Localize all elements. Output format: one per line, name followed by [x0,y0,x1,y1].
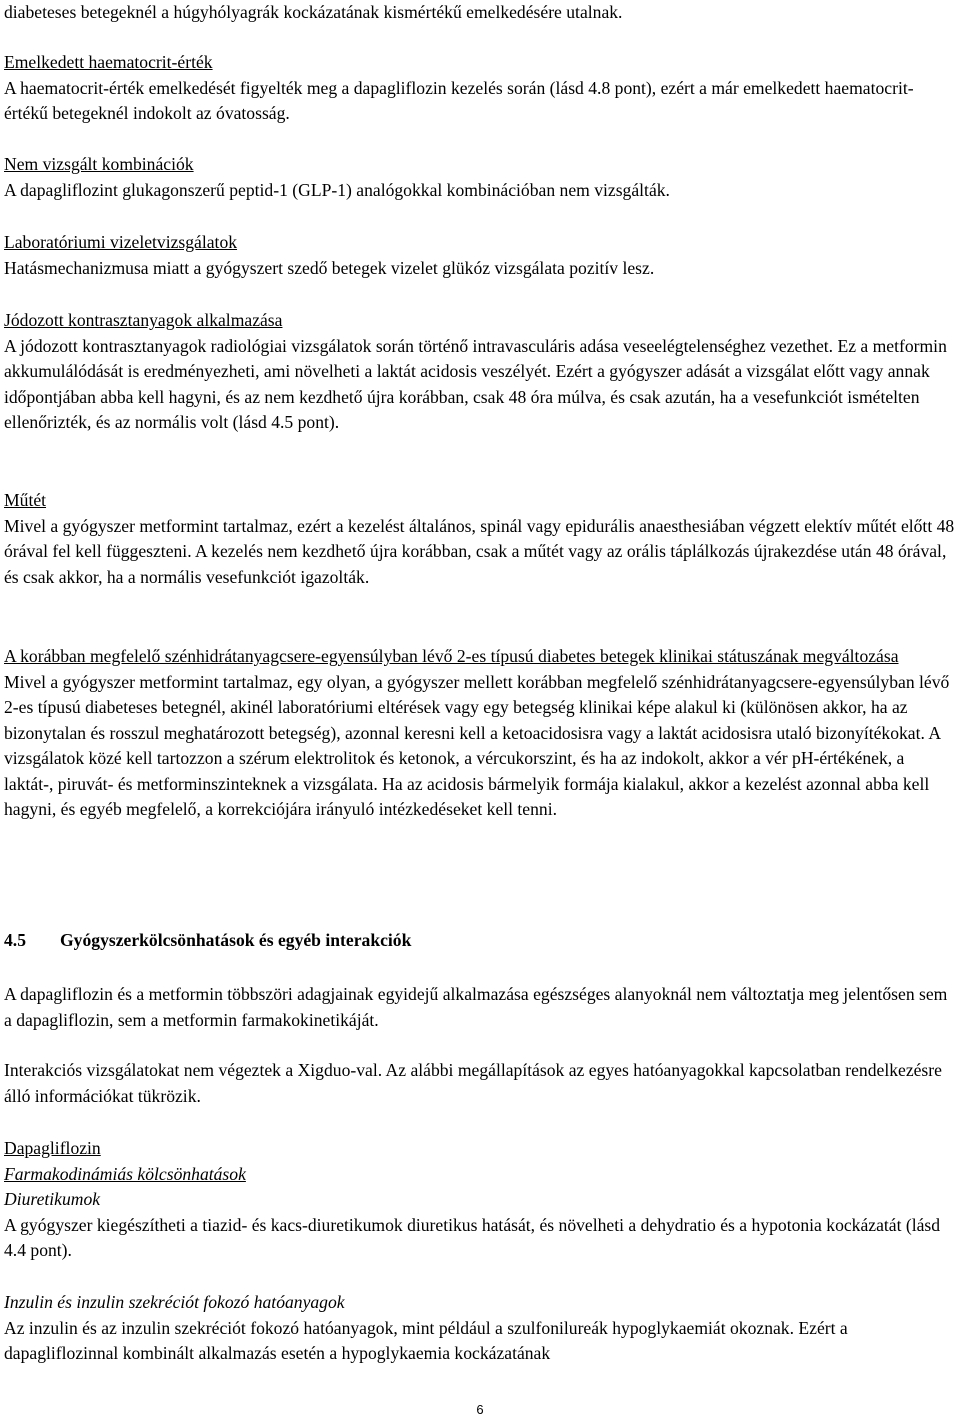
section-heading: Műtét [4,490,47,510]
insulin-text: Az inzulin és az inzulin szekréciót fokozó hatóanyagok, mint például a szulfonilureák hypoglykaemiát okoznak. Ezért a dapagliflozinnal kombinált alkalmazás esetén a hypoglykaemia kockázatának [4,1317,848,1363]
intro-paragraph [4,0,956,26]
section-number: 4.5 [4,930,26,950]
section-text: A jódozott kontrasztanyagok radiológiai vizsgálatok során történő intravasculáris adása veseelégtelenséghez vezethet. Ez a metformin akkumulálódását is eredményezheti, ami növelheti a laktát acidosis veszélyét. Ezért a gyógyszer adását a vizsgálat előtt vagy annak időpontjában abba kell hagyni, és az nem kezdhető újra korábban, csak 48 óra múlva, és csak azután, ha a vesefunkciót ismételten ellenőrizték, és az normális volt (lásd 4.5 pont). [4,335,947,432]
section-heading: Nem vizsgált kombinációk [4,154,194,174]
section-untested-combinations [4,152,956,203]
section-text: Mivel a gyógyszer metformint tartalmaz, egy olyan, a gyógyszer mellett korábban megfelelő szénhidrátanyagcsere-egyensúlyban lévő 2-es típusú diabeteses betegnél, akinél laboratóriumi eltérések vagy egy betegség klinikai képe alakul ki (különösen akkor, ha az bizonytalan és rosszul meghatározott betegség), azonnal keresni kell a ketoacidosisra vagy a laktát acidosisra utaló bizonyítékokat. A vizsgálatok közé kell tartozzon a szérum elektrolitok és ketonok, a vércukorszint, és ha az indokolt, akkor a vér pH-értékének, a laktát-, piruvát- és metforminszinteknek a vizsgálata. Ha az acidosis bármelyik formája kialakul, akkor a kezelést azonnal abba kell hagyni, és egyéb megfelelő, a korrekciójára irányuló intézkedéseket kell tenni. [4,671,950,819]
section-text: Mivel a gyógyszer metformint tartalmaz, ezért a kezelést általános, spinál vagy epidurális anaesthesiában végzett elektív műtét előtt 48 órával fel kell függeszteni. A kezelés nem kezdhető újra korábban, csak a műtét vagy az orális táplálkozás újrakezdése után 48 órával, és csak akkor, ha a normális vesefunkciót igazolták. [4,515,955,587]
section-heading: Emelkedett haematocrit-érték [4,52,213,72]
paragraph-text: Interakciós vizsgálatokat nem végeztek a Xigduo-val. Az alábbi megállapítások az egyes hatóanyagokkal kapcsolatban rendelkezésre álló információkat tükrözik. [4,1060,942,1106]
section-text: A haematocrit-érték emelkedését figyelték meg a dapagliflozin kezelés során (lásd 4.8 pont), ezért a már emelkedett haematocrit-értékű betegeknél indokolt az óvatosság. [4,77,914,123]
diuretics-heading: Diuretikumok [4,1189,101,1209]
section-haematocrit [4,50,956,127]
section-4-5-paragraph-1 [4,982,956,1033]
section-heading: A korábban megfelelő szénhidrátanyagcsere-egyensúlyban lévő 2-es típusú diabetes betegek klinikai státuszának megváltozása [4,646,899,666]
section-lab-urine-tests [4,230,956,281]
section-text: A dapagliflozint glukagonszerű peptid-1 (GLP-1) analógokkal kombinációban nem vizsgálták. [4,179,670,200]
insulin-subsection [4,1290,956,1367]
dapagliflozin-subsection [4,1136,956,1264]
page-number: 6 [476,1402,484,1417]
section-heading: Jódozott kontrasztanyagok alkalmazása [4,310,283,330]
section-heading: Laboratóriumi vizeletvizsgálatok [4,232,238,252]
insulin-heading: Inzulin és inzulin szekréciót fokozó hatóanyagok [4,1292,345,1312]
section-title: Gyógyszerkölcsönhatások és egyéb interakciók [60,930,412,950]
section-surgery [4,488,956,590]
section-text: Hatásmechanizmusa miatt a gyógyszert szedő betegek vizelet glükóz vizsgálata pozitív lesz. [4,257,655,278]
paragraph-text: A dapagliflozin és a metformin többszöri adagjainak egyidejű alkalmazása egészséges alanyoknál nem változtatja meg jelentősen sem a dapagliflozin, sem a metformin farmakokinetikáját. [4,984,948,1030]
section-4-5-heading [4,928,956,954]
diuretics-text: A gyógyszer kiegészítheti a tiazid- és kacs-diuretikumok diuretikus hatását, és növelheti a dehydratio és a hypotonia kockázatát (lásd 4.4 pont). [4,1214,941,1260]
subsection-heading: Dapagliflozin [4,1138,101,1158]
sub-subsection-heading: Farmakodinámiás kölcsönhatások [4,1163,246,1184]
section-4-5-paragraph-2 [4,1058,956,1109]
section-iodinated-contrast [4,308,956,436]
section-clinical-status-change [4,644,956,823]
intro-text: diabeteses betegeknél a húgyhólyagrák kockázatának kismértékű emelkedésére utalnak. [4,2,623,22]
